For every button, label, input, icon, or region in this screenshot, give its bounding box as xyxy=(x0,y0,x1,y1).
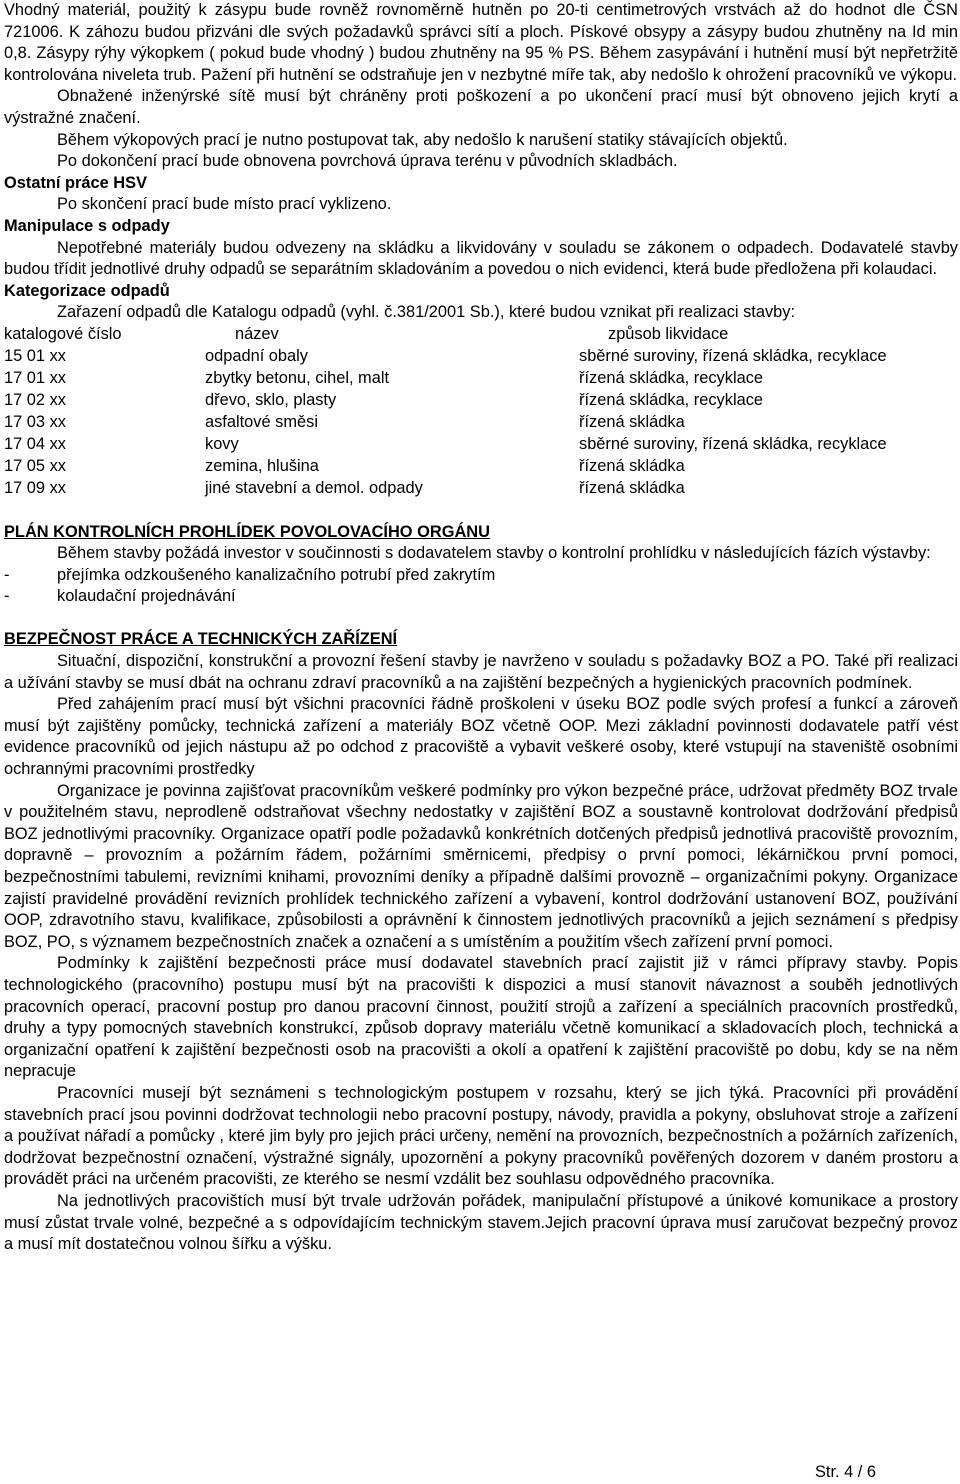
waste-code: 17 01 xx xyxy=(4,368,66,387)
column-header-disposal: způsob likvidace xyxy=(608,324,729,343)
hsv-heading: Ostatní práce HSV xyxy=(4,173,148,192)
safety-paragraph-1: Situační, dispoziční, konstrukční a provozní řešení stavby je navrženo v souladu s požadavky BOZ a PO. Také při realizaci a užívání stavby se musí dbát na ochranu zdraví pracovníků a na zajištění bezpečných a hygienických pracovních podmínek. xyxy=(4,652,958,692)
hsv-text: Po skončení prací bude místo prací vyklizeno. xyxy=(57,195,392,214)
list-item xyxy=(4,565,958,587)
waste-code: 15 01 xx xyxy=(4,346,66,365)
dash-bullet: - xyxy=(4,565,10,584)
table-row xyxy=(4,346,958,368)
inspection-list xyxy=(4,565,958,608)
table-row xyxy=(4,456,958,478)
spacer xyxy=(4,500,958,522)
table-header-row xyxy=(4,324,958,346)
safety-paragraph-2: Před zahájením prací musí být všichni pracovníci řádně proškoleni v úseku BOZ podle svých profesí a funkcí a zároveň musí být zajištěny pomůcky, technická zařízení a materiály BOZ včetně OOP. Mezi základní povinnosti dodavatele patří vést evidence pracovníků od jejich nástupu až po odchod z pracoviště a vybavit veškeré osoby, které vstupují na staveniště osobními ochrannými pracovními prostředky xyxy=(4,695,958,779)
waste-disposal: řízená skládka, recyklace xyxy=(579,368,764,387)
waste-disposal: sběrné suroviny, řízená skládka, recyklace xyxy=(579,346,887,365)
table-row xyxy=(4,368,958,390)
table-row xyxy=(4,478,958,500)
waste-code: 17 09 xx xyxy=(4,478,66,497)
table-row xyxy=(4,390,958,412)
waste-name: asfaltové směsi xyxy=(205,412,318,431)
waste-name: jiné stavební a demol. odpady xyxy=(205,478,423,497)
waste-heading: Manipulace s odpady xyxy=(4,216,170,235)
intro-paragraph-2: Obnažené inženýrské sítě musí být chráněny proti poškození a po ukončení prací musí být obnoveno jejich krytí a výstražné značení. xyxy=(4,87,958,127)
list-item-text: kolaudační projednávání xyxy=(57,587,236,606)
intro-paragraph-1: Vhodný materiál, použitý k zásypu bude rovněž rovnoměrně hutněn po 20-ti centimetrových vrstvách až do hodnot dle ČSN 721006. K záhozu budou přizváni dle svých požadavků správci sítí a ploch. Pískové obsypy a zásypy budou zhutněny na Id min 0,8. Zásypy rýhy výkopkem ( pokud bude vhodný ) budou zhutněny na 95 % PS. Během zasypávání i hutnění musí být nepřetržitě kontrolována niveleta trub. Pažení při hutnění se odstraňuje jen v nezbytné míře tak, aby nedošlo k ohrožení pracovníků ve výkopu. xyxy=(4,1,958,84)
safety-paragraph-5: Pracovníci musejí být seznámeni s technologickým postupem v rozsahu, který se jich týká. Pracovníci při provádění stavebních prací jsou povinni dodržovat technologii nebo pracovní postupy, návody, pravidla a pokyny, obsluhovat stroje a zařízení a používat nářadí a pomůcky , které jim byly pro jejich práci určeny, nemění na provozních, bezpečnostních a požárních zařízeních, dodržovat bezpečnostní označení, výstražné signály, upozornění a pokyny pracovníků pověřených dozorem v daném prostoru a provádět práci na určeném pracovišti, ze kterého se nesmí vzdálit bez souhlasu odpovědného pracovníka. xyxy=(4,1083,958,1189)
safety-paragraph-3: Organizace je povinna zajišťovat pracovníkům veškeré podmínky pro výkon bezpečné práce, udržovat předměty BOZ trvale v použitelném stavu, neprodleně odstraňovat všechny nedostatky v zajištění BOZ a soustavně kontrolovat dodržování předpisů BOZ jednotlivými pracovníky. Organizace opatří podle požadavků konkrétních dotčených předpisů jednotlivá pracoviště provozním, dopravně – provozním a požárním řádem, požárními směrnicemi, předpisy o první pomoci, lékárničkou první pomoci, bezpečnostními tabulemi, revizními knihami, provozními deníky a případně dalšími provozně – organizačními pokyny. Organizace zajistí pravidelné provádění revizních prohlídek technického zařízení a vybavení, kontrol dodržování ustanovení BOZ, používání OOP, zdravotního stavu, kvalifikace, způsobilosti a oprávnění k činnostem jednotlivých pracovníků a jejich seznámení s předpisy BOZ, PO, s významem bezpečnostních značek a označení a s umístěním a použitím všech zařízení první pomoci. xyxy=(4,781,958,951)
intro-paragraph-3: Během výkopových prací je nutno postupovat tak, aby nedošlo k narušení statiky stávajících objektů. xyxy=(57,130,788,149)
waste-code: 17 02 xx xyxy=(4,390,66,409)
waste-name: odpadní obaly xyxy=(205,346,308,365)
waste-disposal: řízená skládka xyxy=(579,412,685,431)
safety-heading: BEZPEČNOST PRÁCE A TECHNICKÝCH ZAŘÍZENÍ xyxy=(4,630,398,649)
categories-heading: Kategorizace odpadů xyxy=(4,281,170,300)
inspection-text: Během stavby požádá investor v součinnosti s dodavatelem stavby o kontrolní prohlídku v následujících fázích výstavby: xyxy=(57,544,931,563)
document-page xyxy=(4,0,958,1256)
column-header-code: katalogové číslo xyxy=(4,324,122,343)
waste-catalog-table xyxy=(4,324,958,500)
waste-text: Nepotřebné materiály budou odvezeny na skládku a likvidovány v souladu se zákonem o odpadech. Dodavatelé stavby budou třídit jednotlivé druhy odpadů se separátním skladováním a povedou o nich evidenci, která bude předložena při kolaudaci. xyxy=(4,238,958,279)
waste-code: 17 05 xx xyxy=(4,456,66,475)
inspection-heading: PLÁN KONTROLNÍCH PROHLÍDEK POVOLOVACÍHO ORGÁNU xyxy=(4,522,490,541)
dash-bullet: - xyxy=(4,587,10,606)
waste-name: kovy xyxy=(205,434,239,453)
column-header-name: název xyxy=(235,324,279,343)
waste-name: dřevo, sklo, plasty xyxy=(205,390,337,409)
list-item-text: přejímka odzkoušeného kanalizačního potrubí před zakrytím xyxy=(57,565,496,584)
waste-name: zemina, hlušina xyxy=(205,456,319,475)
intro-paragraph-4: Po dokončení prací bude obnovena povrchová úprava terénu v původních skladbách. xyxy=(57,152,678,171)
waste-disposal: řízená skládka xyxy=(579,478,685,497)
waste-disposal: řízená skládka, recyklace xyxy=(579,390,764,409)
waste-disposal: řízená skládka xyxy=(579,456,685,475)
waste-code: 17 04 xx xyxy=(4,434,66,453)
categories-intro: Zařazení odpadů dle Katalogu odpadů (vyhl. č.381/2001 Sb.), které budou vznikat při realizaci stavby: xyxy=(57,303,796,322)
safety-paragraph-4: Podmínky k zajištění bezpečnosti práce musí dodavatel stavebních prací zajistit již v rámci přípravy stavby. Popis technologického (pracovního) postupu musí být na pracovišti k dispozici a musí stanovit návaznost a souběh jednotlivých pracovních operací, pracovní postup pro danou pracovní činnost, použití strojů a zařízení a speciálních pracovních prostředků, druhy a typy pomocných stavebních konstrukcí, způsob dopravy materiálu včetně komunikací a skladovacích ploch, technická a organizační opatření k zajištění bezpečnosti osob na pracovišti a okolí a opatření k zajištění pracoviště po dobu, kdy se na něm nepracuje xyxy=(4,954,958,1081)
waste-name: zbytky betonu, cihel, malt xyxy=(205,368,390,387)
table-row xyxy=(4,412,958,434)
table-row xyxy=(4,434,958,456)
page-number: Str. 4 / 6 xyxy=(814,1463,876,1481)
waste-disposal: sběrné suroviny, řízená skládka, recyklace xyxy=(579,434,887,453)
spacer xyxy=(4,608,958,630)
waste-code: 17 03 xx xyxy=(4,412,66,431)
safety-paragraph-6: Na jednotlivých pracovištích musí být trvale udržován pořádek, manipulační přístupové a únikové komunikace a prostory musí zůstat trvale volné, bezpečné a s odpovídajícím technickým stavem.Jejich pracovní úprava musí zaručovat bezpečný provoz a musí mít dostatečnou volnou šířku a výšku. xyxy=(4,1191,958,1254)
list-item xyxy=(4,586,958,608)
